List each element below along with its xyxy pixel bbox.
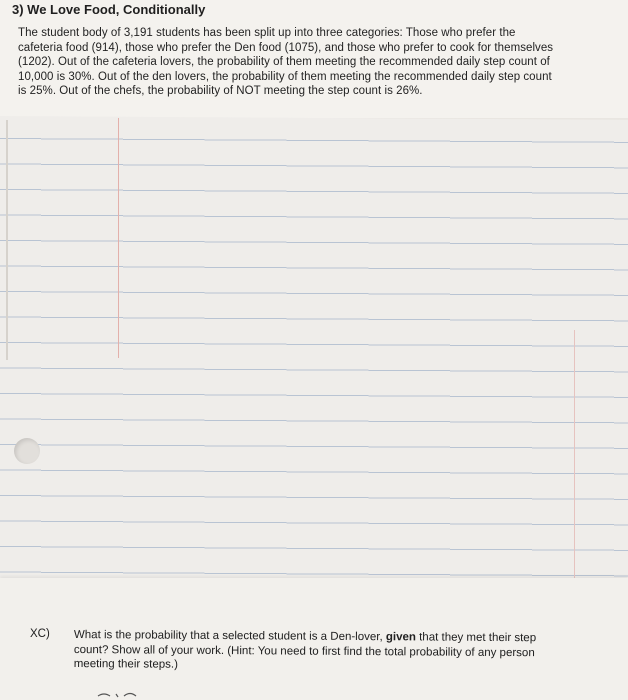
punch-hole — [14, 438, 40, 464]
margin-line — [574, 330, 575, 580]
xc-text-end: that they met their step — [415, 631, 537, 645]
xc-bold-word: given — [385, 631, 416, 644]
lined-paper — [0, 116, 628, 594]
extra-credit-sheet — [0, 578, 628, 700]
question-line: cafeteria food (914), those who prefer the Den food (1075), and those who prefer to cook for themselves — [18, 41, 554, 54]
xc-line: count? Show all of your work. (Hint: You need to first find the total probability of any person — [73, 643, 535, 659]
question-line: The student body of 3,191 students has been split up into three categories: Those who prefer the — [18, 27, 516, 39]
handwriting-mark — [96, 690, 156, 698]
question-line: (1202). Out of the cafeteria lovers, the probability of them meeting the recommended daily step count of — [18, 56, 550, 69]
xc-question — [74, 628, 610, 675]
xc-text-start: What is the probability that a selected student is a Den-lover, — [73, 629, 386, 644]
margin-line — [118, 118, 119, 358]
problem-sheet — [0, 0, 628, 118]
question-line: is 25%. Out of the chefs, the probability of NOT meeting the step count is 26%. — [18, 85, 423, 98]
xc-label: XC) — [30, 628, 50, 640]
paper-edge — [6, 120, 8, 360]
xc-line: meeting their steps.) — [73, 657, 178, 671]
question-body — [18, 26, 608, 99]
question-title: 3) We Love Food, Conditionally — [12, 2, 206, 17]
question-line: 10,000 is 30%. Out of the den lovers, the probability of them meeting the recommended daily step count — [18, 70, 552, 83]
